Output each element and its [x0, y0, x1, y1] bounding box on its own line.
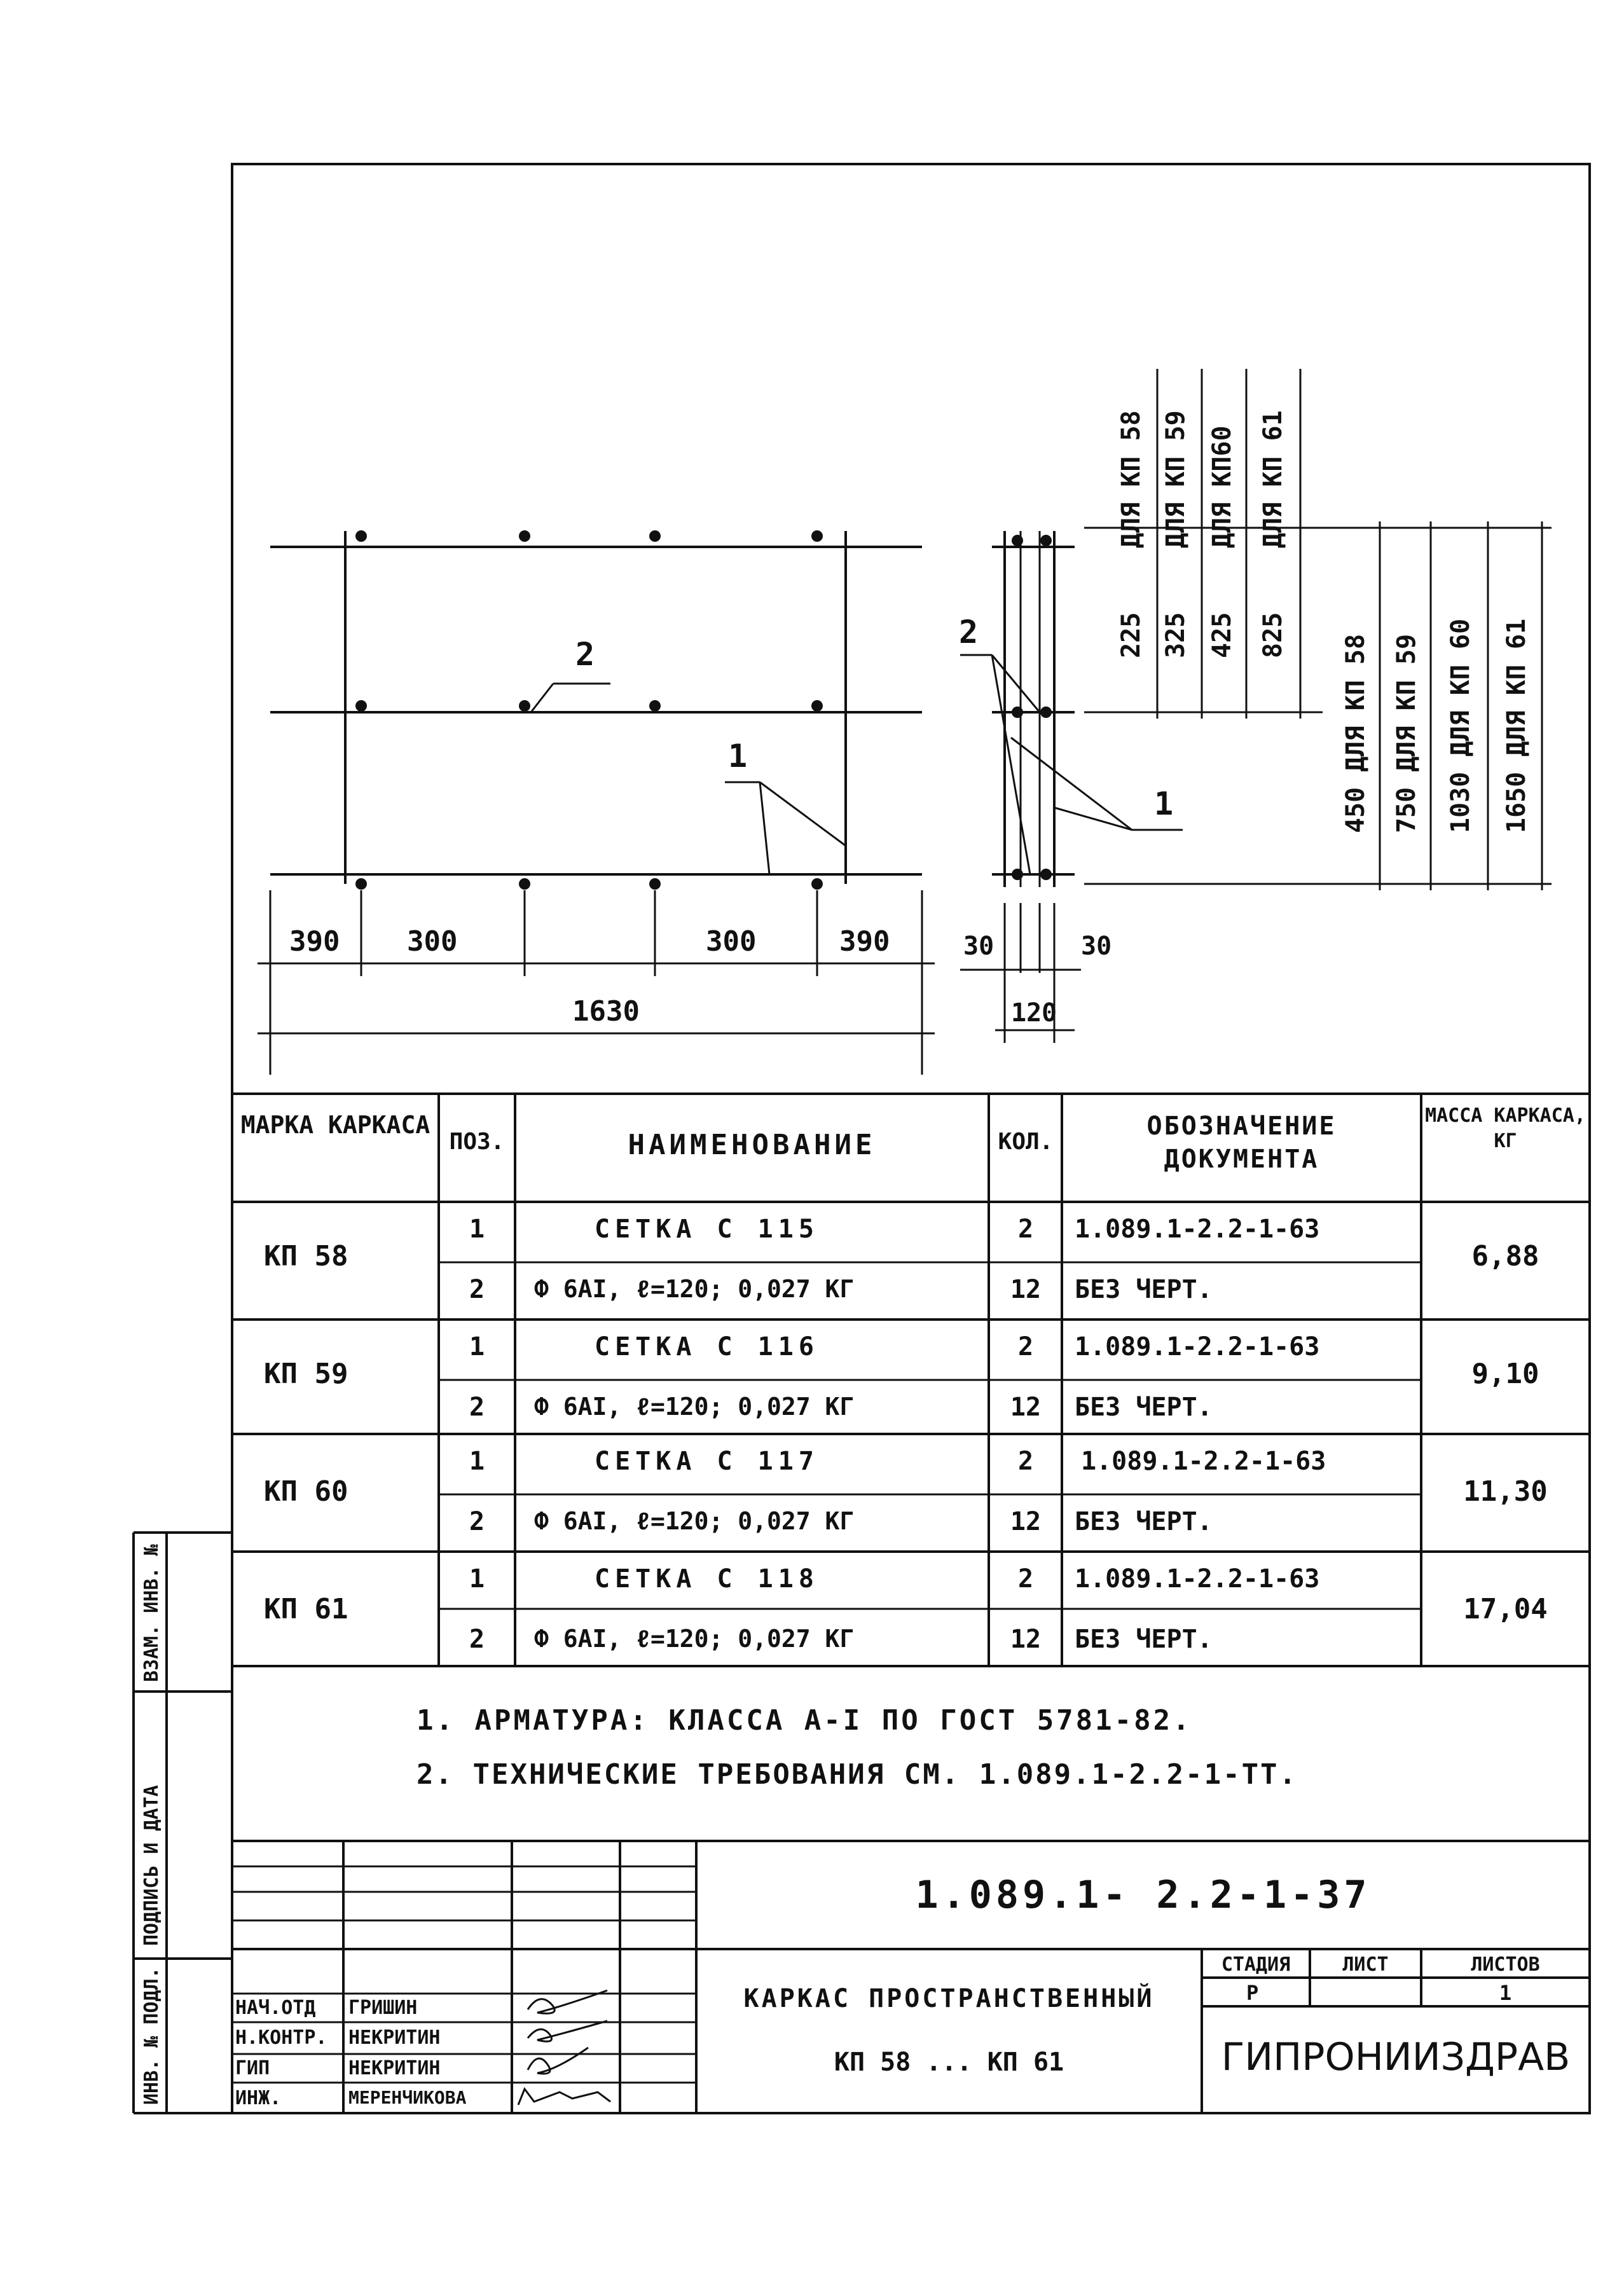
signer-role: НАЧ.ОТД [235, 1997, 316, 2019]
table-row-doc: 1.089.1-2.2-1-63 [1075, 1332, 1320, 1361]
signer-name: МЕРЕНЧИКОВА [348, 2087, 467, 2108]
side-dim-30-right: 30 [1081, 932, 1112, 961]
table-row-pos: 2 [469, 1393, 485, 1422]
header-doc: ОБОЗНАЧЕНИЕ ДОКУМЕНТА [1146, 1112, 1337, 1174]
mark-kp59: КП 59 [264, 1358, 348, 1390]
mark-kp58: КП 58 [264, 1240, 348, 1272]
side-pos2-label: 2 [959, 614, 979, 651]
table-row-pos: 1 [469, 1215, 485, 1244]
spec-table-grid [232, 1094, 1590, 1666]
signer-role: ИНЖ. [235, 2087, 282, 2109]
side-view [960, 531, 1183, 1043]
side-dim-120: 120 [1011, 998, 1057, 1028]
header-pos: ПОЗ. [449, 1129, 505, 1155]
table-row-doc: 1.089.1-2.2-1-63 [1075, 1215, 1320, 1244]
signer-name: ГРИШИН [348, 1997, 418, 2019]
table-row-pos: 2 [469, 1507, 485, 1536]
table-row-name: СЕТКА С 115 [595, 1215, 819, 1244]
dim-value-425: 425 [1208, 612, 1237, 658]
table-row-doc: 1.089.1-2.2-1-63 [1081, 1447, 1326, 1476]
sheet-label: ЛИСТ [1342, 1954, 1389, 1976]
table-row-qty: 12 [1010, 1507, 1042, 1536]
stamp-inv: ИНВ. № ПОДЛ. [141, 1967, 163, 2105]
dim-390-left: 390 [289, 925, 340, 958]
mass-kp58: 6,88 [1471, 1240, 1539, 1272]
signer-role: Н.КОНТР. [235, 2027, 327, 2049]
table-row-doc: 1.089.1-2.2-1-63 [1075, 1564, 1320, 1594]
table-row-qty: 2 [1017, 1215, 1034, 1244]
signer-name: НЕКРИТИН [348, 2027, 441, 2049]
dim-1630: 1630 [572, 995, 640, 1028]
stamp-vzam: ВЗАМ. ИНВ. № [141, 1544, 163, 1682]
signatures [518, 1990, 610, 2105]
dim-label-kp60: ДЛЯ КП60 [1208, 425, 1237, 548]
mass-kp59: 9,10 [1471, 1358, 1539, 1390]
dim-total-kp58: 450 ДЛЯ КП 58 [1341, 633, 1370, 833]
title-line1: КАРКАС ПРОСТРАНСТВЕННЫЙ [743, 1984, 1155, 2013]
table-row-pos: 2 [469, 1275, 485, 1304]
table-row-pos: 2 [469, 1625, 485, 1654]
dim-value-225: 225 [1117, 612, 1146, 658]
table-row-qty: 12 [1010, 1393, 1042, 1422]
table-row-name: СЕТКА С 116 [595, 1332, 819, 1361]
stamp-podpis: ПОДПИСЬ И ДАТА [141, 1785, 163, 1946]
sheets-label: ЛИСТОВ [1471, 1954, 1540, 1976]
mark-kp60: КП 60 [264, 1475, 348, 1508]
dim-total-kp61: 1650 ДЛЯ КП 61 [1502, 618, 1531, 833]
dim-total-kp60: 1030 ДЛЯ КП 60 [1446, 618, 1475, 833]
note-2: 2. ТЕХНИЧЕСКИЕ ТРЕБОВАНИЯ СМ. 1.089.1-2.2-1-ТТ. [416, 1758, 1298, 1791]
dim-label-kp58: ДЛЯ КП 58 [1117, 410, 1146, 548]
table-row-doc: БЕЗ ЧЕРТ. [1075, 1625, 1213, 1654]
signer-name: НЕКРИТИН [348, 2057, 441, 2079]
front-pos1-label: 1 [728, 738, 748, 775]
side-dim-30-left: 30 [963, 932, 994, 961]
table-row-pos: 1 [469, 1447, 485, 1476]
table-row-pos: 1 [469, 1332, 485, 1361]
title-line2: КП 58 ... КП 61 [834, 2048, 1064, 2077]
table-row-name: Ф 6AI, ℓ=120; 0,027 КГ [534, 1625, 855, 1653]
table-row-qty: 12 [1010, 1275, 1042, 1304]
mark-kp61: КП 61 [264, 1593, 348, 1625]
dim-300-right: 300 [706, 925, 757, 958]
table-row-name: СЕТКА С 117 [595, 1447, 819, 1476]
table-row-name: Ф 6AI, ℓ=120; 0,027 КГ [534, 1393, 855, 1421]
signer-role: ГИП [235, 2057, 270, 2079]
org-name: ГИПРОНИИЗДРАВ [1221, 2035, 1571, 2079]
front-view [258, 531, 935, 1075]
dim-390-right: 390 [839, 925, 890, 958]
table-row-qty: 12 [1010, 1625, 1042, 1654]
table-row-qty: 2 [1017, 1564, 1034, 1594]
header-qty: КОЛ. [998, 1129, 1054, 1155]
dim-label-kp61: ДЛЯ КП 61 [1258, 410, 1288, 548]
front-pos2-label: 2 [575, 636, 595, 673]
table-row-doc: БЕЗ ЧЕРТ. [1075, 1507, 1213, 1536]
table-row-name: Ф 6AI, ℓ=120; 0,027 КГ [534, 1507, 855, 1535]
stage-label: СТАДИЯ [1221, 1954, 1291, 1976]
table-row-name: СЕТКА С 118 [595, 1564, 819, 1594]
dim-total-kp59: 750 ДЛЯ КП 59 [1392, 633, 1421, 833]
sheets-value: 1 [1499, 1981, 1512, 2005]
stage-value: Р [1246, 1981, 1259, 2005]
table-row-qty: 2 [1017, 1447, 1034, 1476]
mass-kp60: 11,30 [1463, 1475, 1548, 1508]
signature-3 [528, 2048, 588, 2074]
header-mass: МАССА КАРКАСА, КГ [1425, 1105, 1586, 1152]
rebar-dots [355, 530, 1052, 890]
header-name: НАИМЕНОВАНИЕ [628, 1129, 876, 1161]
dim-300-left: 300 [407, 925, 458, 958]
signature-4 [518, 2089, 610, 2105]
table-row-name: Ф 6AI, ℓ=120; 0,027 КГ [534, 1275, 855, 1303]
signature-2 [528, 2021, 607, 2041]
table-row-qty: 2 [1017, 1332, 1034, 1361]
note-1: 1. АРМАТУРА: КЛАССА А-I ПО ГОСТ 5781-82. [416, 1704, 1192, 1737]
dim-label-kp59: ДЛЯ КП 59 [1161, 410, 1190, 548]
mass-kp61: 17,04 [1463, 1593, 1548, 1625]
table-row-doc: БЕЗ ЧЕРТ. [1075, 1393, 1213, 1422]
dim-value-325: 325 [1161, 612, 1190, 658]
doc-number: 1.089.1- 2.2-1-37 [915, 1873, 1371, 1917]
header-mark: МАРКА КАРКАСА [240, 1111, 430, 1139]
dim-value-825: 825 [1258, 612, 1288, 658]
table-row-doc: БЕЗ ЧЕРТ. [1075, 1275, 1213, 1304]
side-pos1-label: 1 [1154, 785, 1174, 822]
table-row-pos: 1 [469, 1564, 485, 1594]
